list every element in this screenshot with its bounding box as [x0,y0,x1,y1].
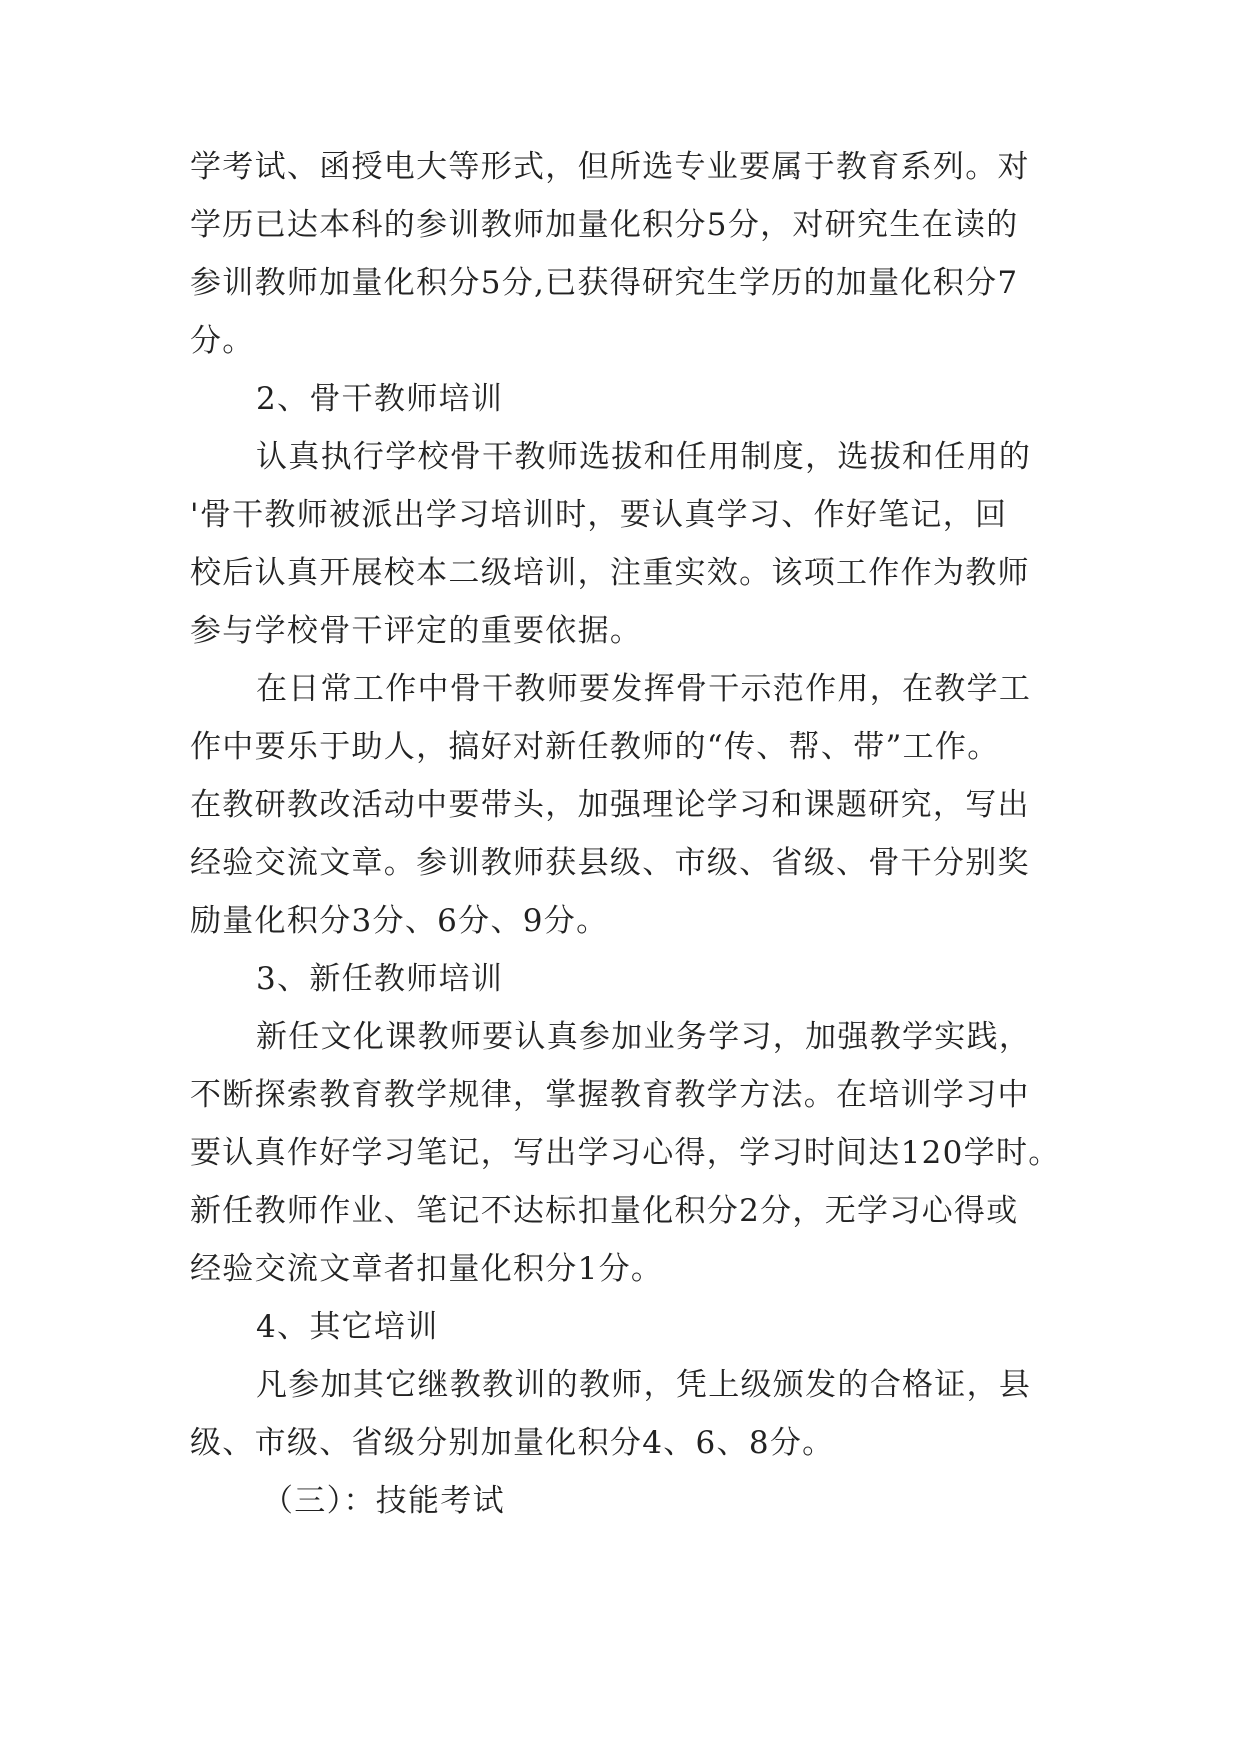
text-line: 经验交流文章者扣量化积分1分。 [190,1251,664,1287]
text-line: 学历已达本科的参训教师加量化积分5分，对研究生在读的 [190,207,1019,243]
text-line: '骨干教师被派出学习培训时，要认真学习、作好笔记，回 [190,497,1008,533]
text-line: 学考试、函授电大等形式，但所选专业要属于教育系列。对 [190,149,1030,185]
text-line: 新任教师作业、笔记不达标扣量化积分2分，无学习心得或 [190,1193,1019,1229]
text-line: 在日常工作中骨干教师要发挥骨干示范作用，在教学工 [256,671,1032,707]
text-line: 不断探索教育教学规律，掌握教育教学方法。在培训学习中 [190,1077,1030,1113]
text-line: 认真执行学校骨干教师选拔和任用制度，选拔和任用的 [256,439,1032,475]
text-line: 要认真作好学习笔记，写出学习心得，学习时间达120学时。 [190,1135,1061,1171]
text-line: 凡参加其它继教教训的教师，凭上级颁发的合格证，县 [256,1367,1032,1403]
text-line: 在教研教改活动中要带头，加强理论学习和课题研究，写出 [190,787,1030,823]
text-line: 分。 [190,323,255,359]
section-heading: 2、骨干教师培训 [256,381,504,417]
section-heading: 3、新任教师培训 [256,961,504,997]
text-line: 作中要乐于助人，搞好对新任教师的“传、帮、带”工作。 [190,729,1000,765]
text-line: 参训教师加量化积分5分,已获得研究生学历的加量化积分7 [190,265,1019,301]
section-heading: 4、其它培训 [256,1309,439,1345]
text-line: 参与学校骨干评定的重要依据。 [190,613,643,649]
text-line: 经验交流文章。参训教师获县级、市级、省级、骨干分别奖 [190,845,1030,881]
text-line: 励量化积分3分、6分、9分。 [190,903,609,939]
text-line: 校后认真开展校本二级培训，注重实效。该项工作作为教师 [190,555,1030,591]
section-heading: （三）：技能考试 [262,1483,505,1519]
text-line: 新任文化课教师要认真参加业务学习，加强教学实践， [256,1019,1032,1055]
text-line: 级、市级、省级分别加量化积分4、6、8分。 [190,1425,835,1461]
